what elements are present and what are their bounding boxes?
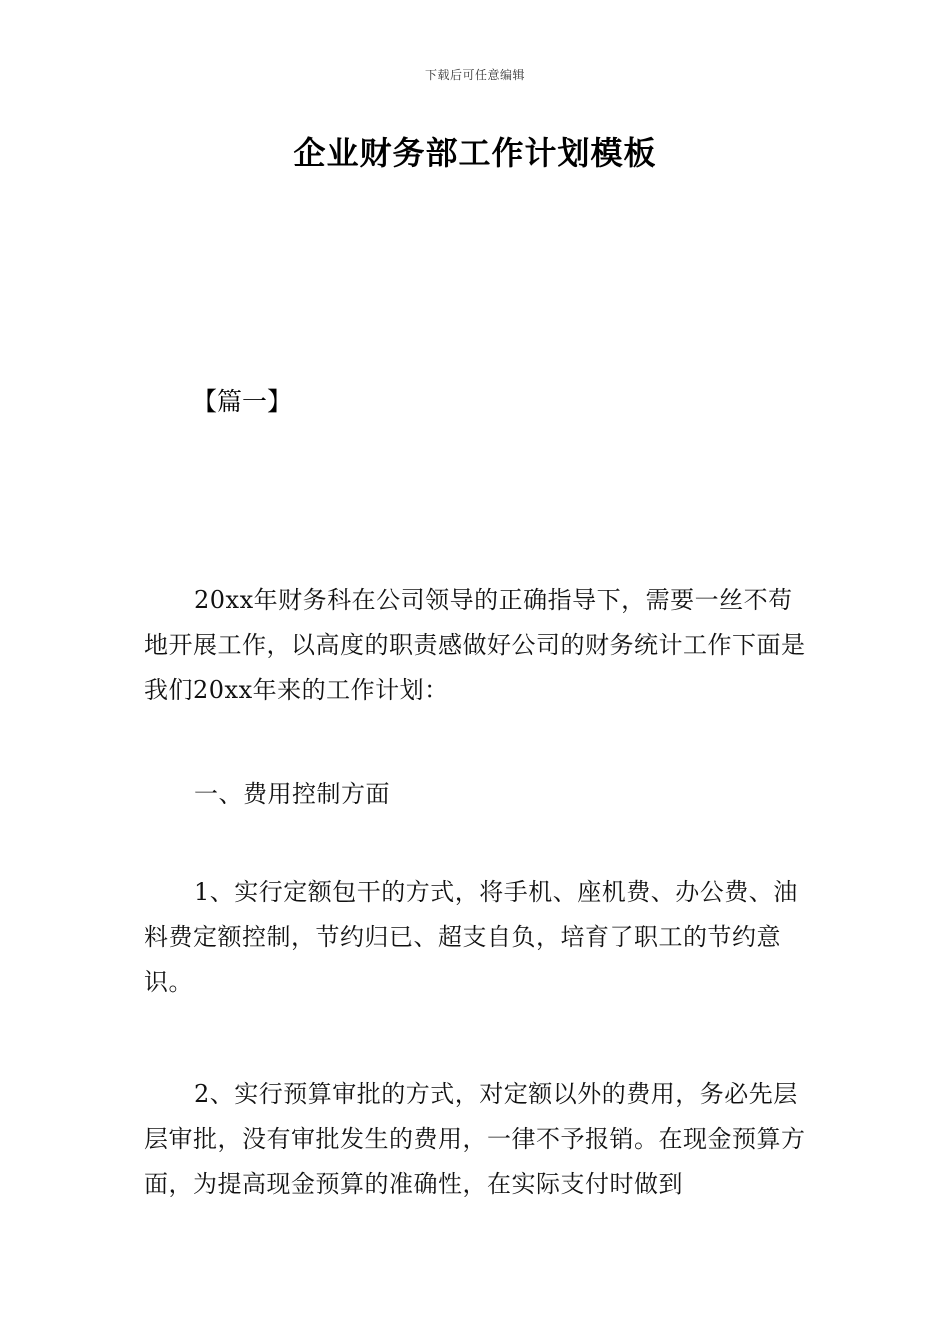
heading-cost-control: 一、费用控制方面 [194, 780, 390, 808]
paragraph-item-1: 1、实行定额包干的方式，将手机、座机费、办公费、油料费定额控制，节约归已、超支自负，培育了职工的节约意识。 [144, 878, 798, 996]
paragraph-item-2: 2、实行预算审批的方式，对定额以外的费用，务必先层层审批，没有审批发生的费用，一律不予报销。在现金预算方面，为提高现金预算的准确性，在实际支付时做到 [144, 1080, 806, 1198]
section-label: 【篇一】 [192, 387, 293, 416]
header-note: 下载后可任意编辑 [424, 68, 525, 82]
paragraph-intro: 20xx年财务科在公司领导的正确指导下，需要一丝不苟地开展工作，以高度的职责感做好公司的财务统计工作下面是我们20xx年来的工作计划： [144, 586, 806, 704]
document-title: 企业财务部工作计划模板 [293, 134, 657, 172]
